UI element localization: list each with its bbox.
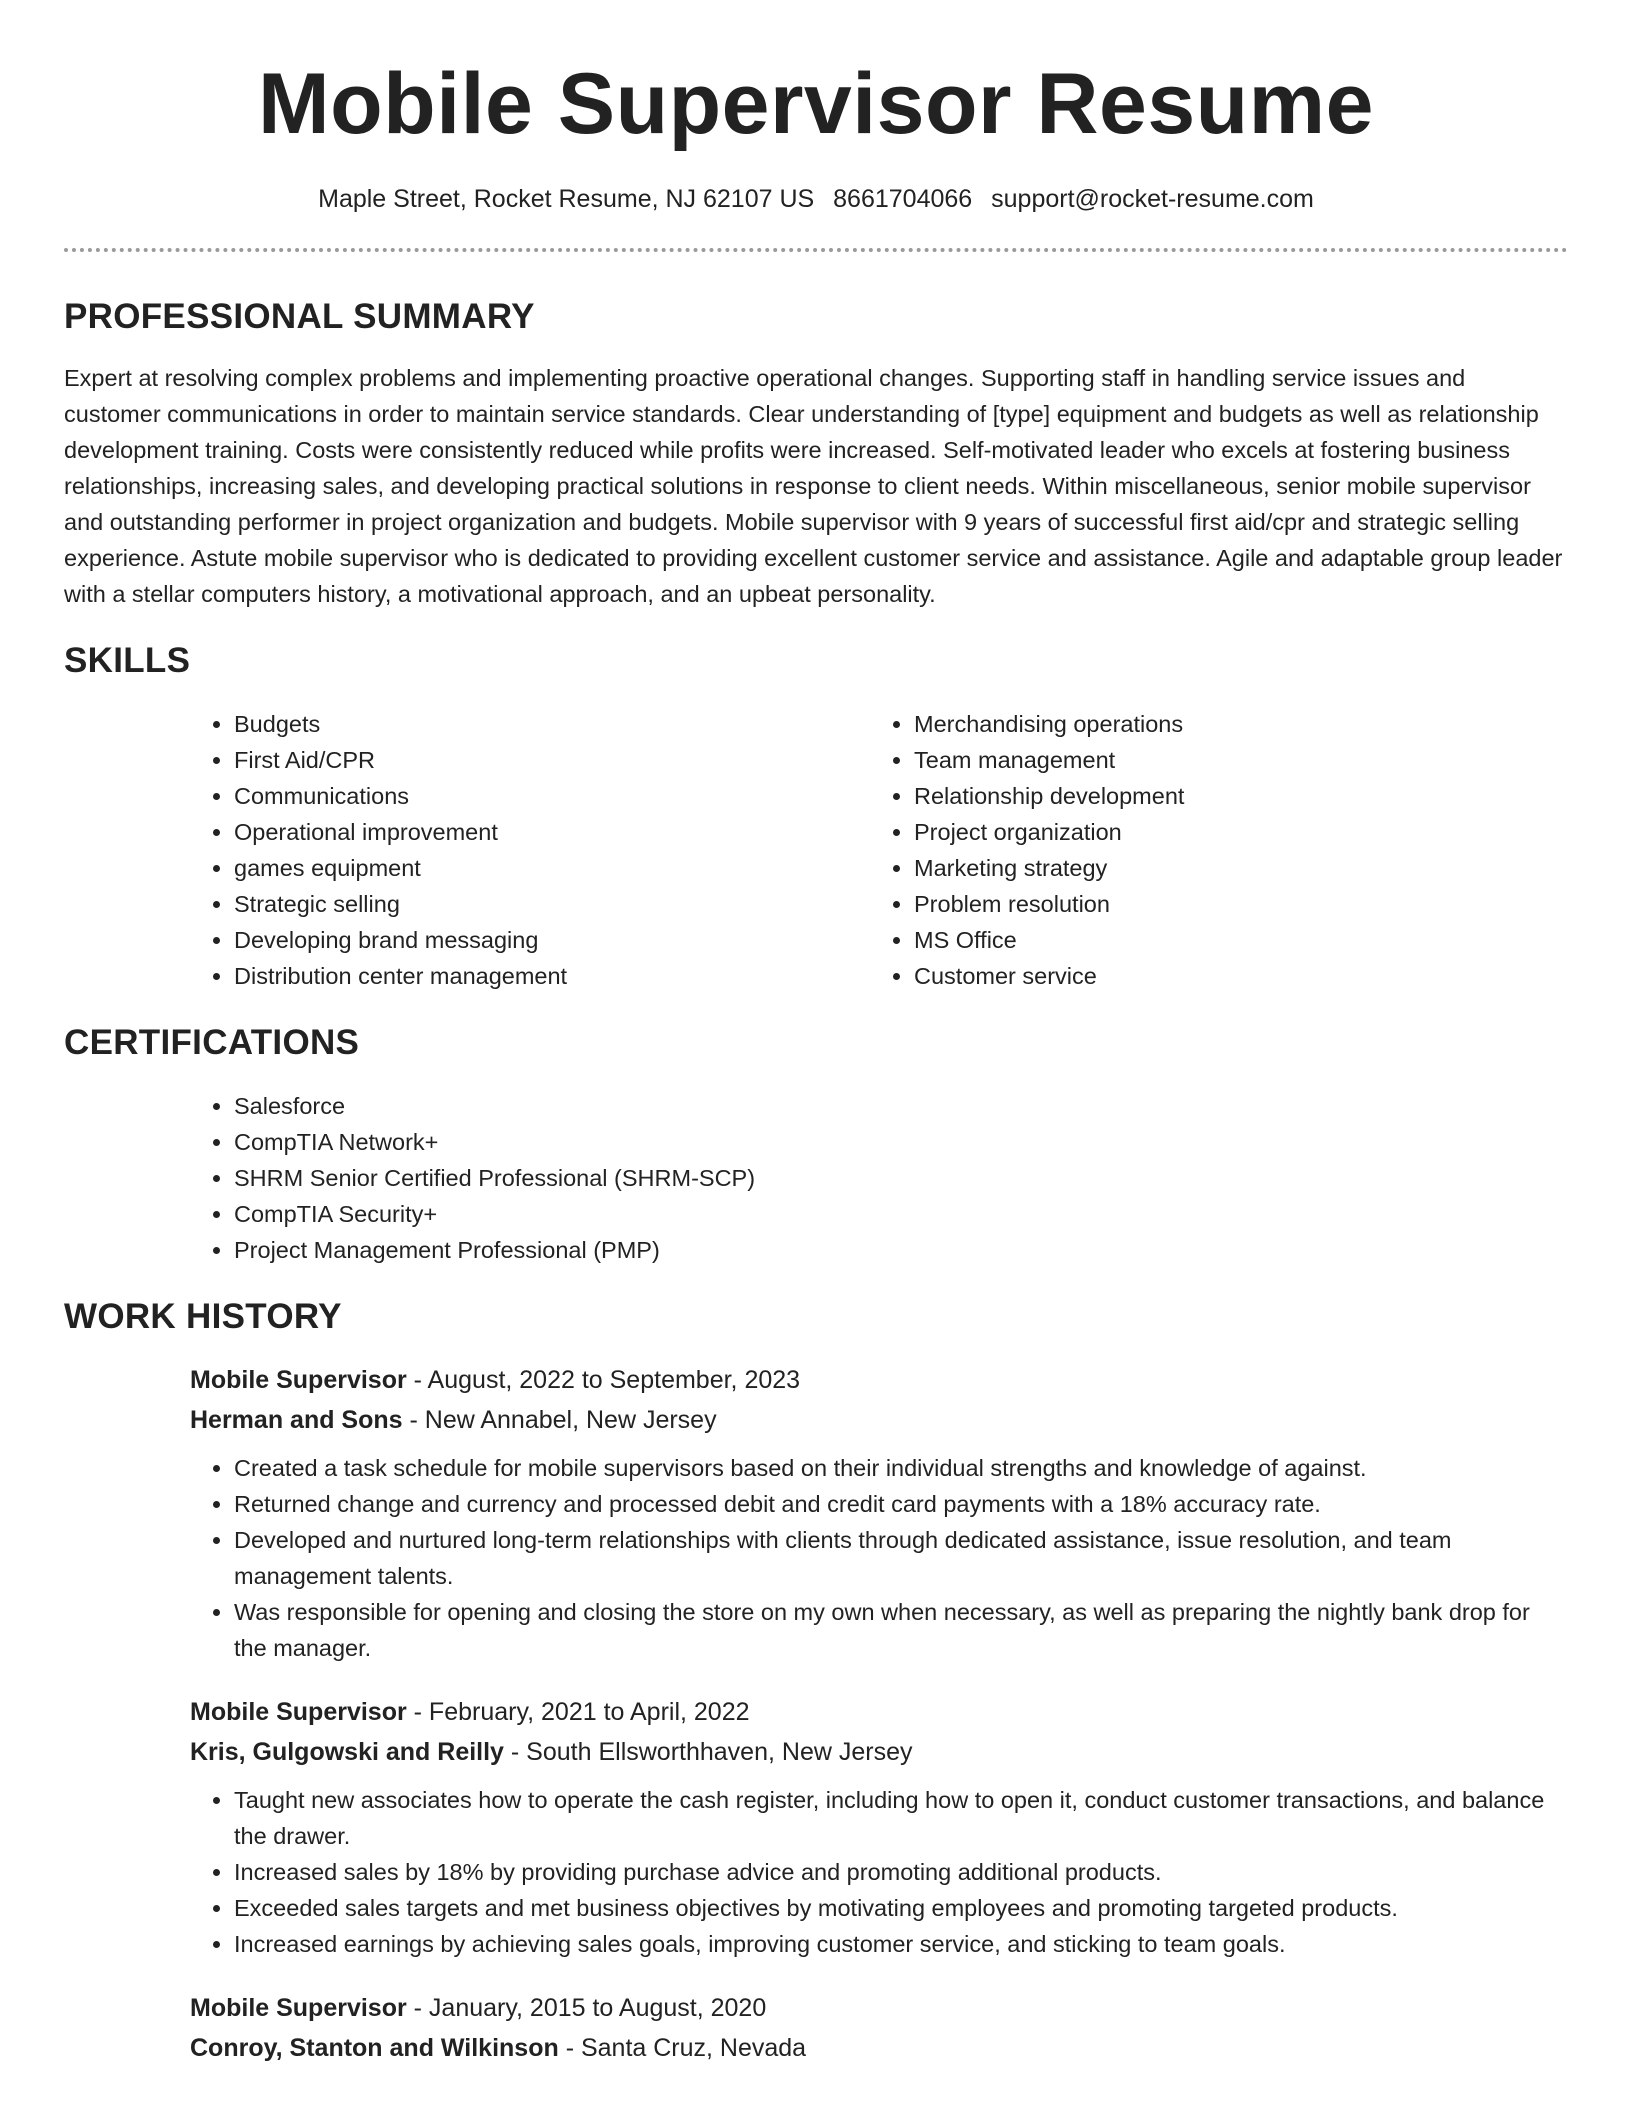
job-bullet: • Created a task schedule for mobile supervisors based on their individual strengths and knowledge of against.: [234, 1450, 1568, 1486]
skill-item: • Marketing strategy: [914, 850, 1550, 886]
skill-item: • First Aid/CPR: [234, 742, 870, 778]
job-dates: - January, 2015 to August, 2020: [406, 1994, 767, 2022]
job-bullet: • Increased earnings by achieving sales goals, improving customer service, and sticking to team goals.: [234, 1926, 1568, 1962]
skill-item: • Budgets: [234, 706, 870, 742]
skill-item: • Customer service: [914, 958, 1550, 994]
job-bullets: [190, 1782, 1568, 1962]
job-dates: - August, 2022 to September, 2023: [406, 1366, 801, 1394]
skill-item: • Problem resolution: [914, 886, 1550, 922]
job-company-line: [190, 2028, 1568, 2068]
skill-item: • Distribution center management: [234, 958, 870, 994]
job-bullet: • Taught new associates how to operate the cash register, including how to open it, conduct customer transactions, and balance the drawer.: [234, 1782, 1568, 1854]
job-title: Mobile Supervisor: [190, 1366, 407, 1394]
job-company: Conroy, Stanton and Wilkinson: [190, 2034, 559, 2062]
job-title-line: [190, 1988, 1568, 2028]
certification-item: • Salesforce: [234, 1088, 1568, 1124]
job-dates: - February, 2021 to April, 2022: [406, 1698, 750, 1726]
job-company: Kris, Gulgowski and Reilly: [190, 1738, 504, 1766]
job-company-line: [190, 1400, 1568, 1440]
job-location: - New Annabel, New Jersey: [402, 1406, 717, 1434]
skill-item: • Operational improvement: [234, 814, 870, 850]
header-divider: [64, 248, 1568, 252]
skill-item: • Relationship development: [914, 778, 1550, 814]
job-location: - Santa Cruz, Nevada: [558, 2034, 807, 2062]
certification-item: • CompTIA Network+: [234, 1124, 1568, 1160]
resume-title: Mobile Supervisor Resume: [258, 56, 1374, 152]
job-entry: [190, 1360, 1568, 1666]
skill-item: • Team management: [914, 742, 1550, 778]
skills-column-left: [190, 706, 870, 994]
skill-item: • Project organization: [914, 814, 1550, 850]
job-title-line: [190, 1360, 1568, 1400]
resume-page: [64, 0, 1568, 2068]
certification-item: • CompTIA Security+: [234, 1196, 1568, 1232]
certification-item: • SHRM Senior Certified Professional (SHRM-SCP): [234, 1160, 1568, 1196]
skills-heading: SKILLS: [64, 641, 191, 680]
summary-heading: PROFESSIONAL SUMMARY: [64, 297, 535, 336]
job-company-line: [190, 1732, 1568, 1772]
skill-item: • Developing brand messaging: [234, 922, 870, 958]
certifications-list: [190, 1088, 1568, 1268]
job-title: Mobile Supervisor: [190, 1994, 407, 2022]
job-entry: [190, 1692, 1568, 1962]
job-bullet: • Exceeded sales targets and met business objectives by motivating employees and promoting targeted products.: [234, 1890, 1568, 1926]
job-bullets: [190, 1450, 1568, 1666]
job-bullet: • Increased sales by 18% by providing purchase advice and promoting additional products.: [234, 1854, 1568, 1890]
contact-email: support@rocket-resume.com: [991, 185, 1314, 213]
contact-address: Maple Street, Rocket Resume, NJ 62107 US: [318, 185, 815, 213]
job-title-line: [190, 1692, 1568, 1732]
skill-item: • games equipment: [234, 850, 870, 886]
job-title: Mobile Supervisor: [190, 1698, 407, 1726]
certification-item: • Project Management Professional (PMP): [234, 1232, 1568, 1268]
certifications-heading: CERTIFICATIONS: [64, 1023, 360, 1062]
skills-column-right: [870, 706, 1550, 994]
skill-item: • Strategic selling: [234, 886, 870, 922]
summary-text: Expert at resolving complex problems and implementing proactive operational changes. Supporting staff in handling service issues and customer communications in order to maintain service standards. Clear understanding of [type] equipment and budgets as well as relationship development training. Costs were consistently reduced while profits were increased. Self-motivated leader who excels at fostering business relationships, increasing sales, and developing practical solutions in response to client needs. Within miscellaneous, senior mobile supervisor and outstanding performer in project organization and budgets. Mobile supervisor with 9 years of successful first aid/cpr and strategic selling experience. Astute mobile supervisor who is dedicated to providing excellent customer service and assistance. Agile and adaptable group leader with a stellar computers history, a motivational approach, and an upbeat personality.: [64, 365, 1563, 607]
job-entry: [190, 1988, 1568, 2068]
skill-item: • MS Office: [914, 922, 1550, 958]
contact-phone: 8661704066: [833, 185, 973, 213]
job-location: - South Ellsworthhaven, New Jersey: [503, 1738, 913, 1766]
job-company: Herman and Sons: [190, 1406, 403, 1434]
skill-item: • Merchandising operations: [914, 706, 1550, 742]
job-bullet: • Returned change and currency and processed debit and credit card payments with a 18% accuracy rate.: [234, 1486, 1568, 1522]
contact-line: [64, 184, 1568, 214]
work-history-heading: WORK HISTORY: [64, 1297, 342, 1336]
job-bullet: • Was responsible for opening and closing the store on my own when necessary, as well as preparing the nightly bank drop for the manager.: [234, 1594, 1568, 1666]
skill-item: • Communications: [234, 778, 870, 814]
job-bullet: • Developed and nurtured long-term relationships with clients through dedicated assistance, issue resolution, and team management talents.: [234, 1522, 1568, 1594]
skills-list: [190, 706, 1568, 994]
